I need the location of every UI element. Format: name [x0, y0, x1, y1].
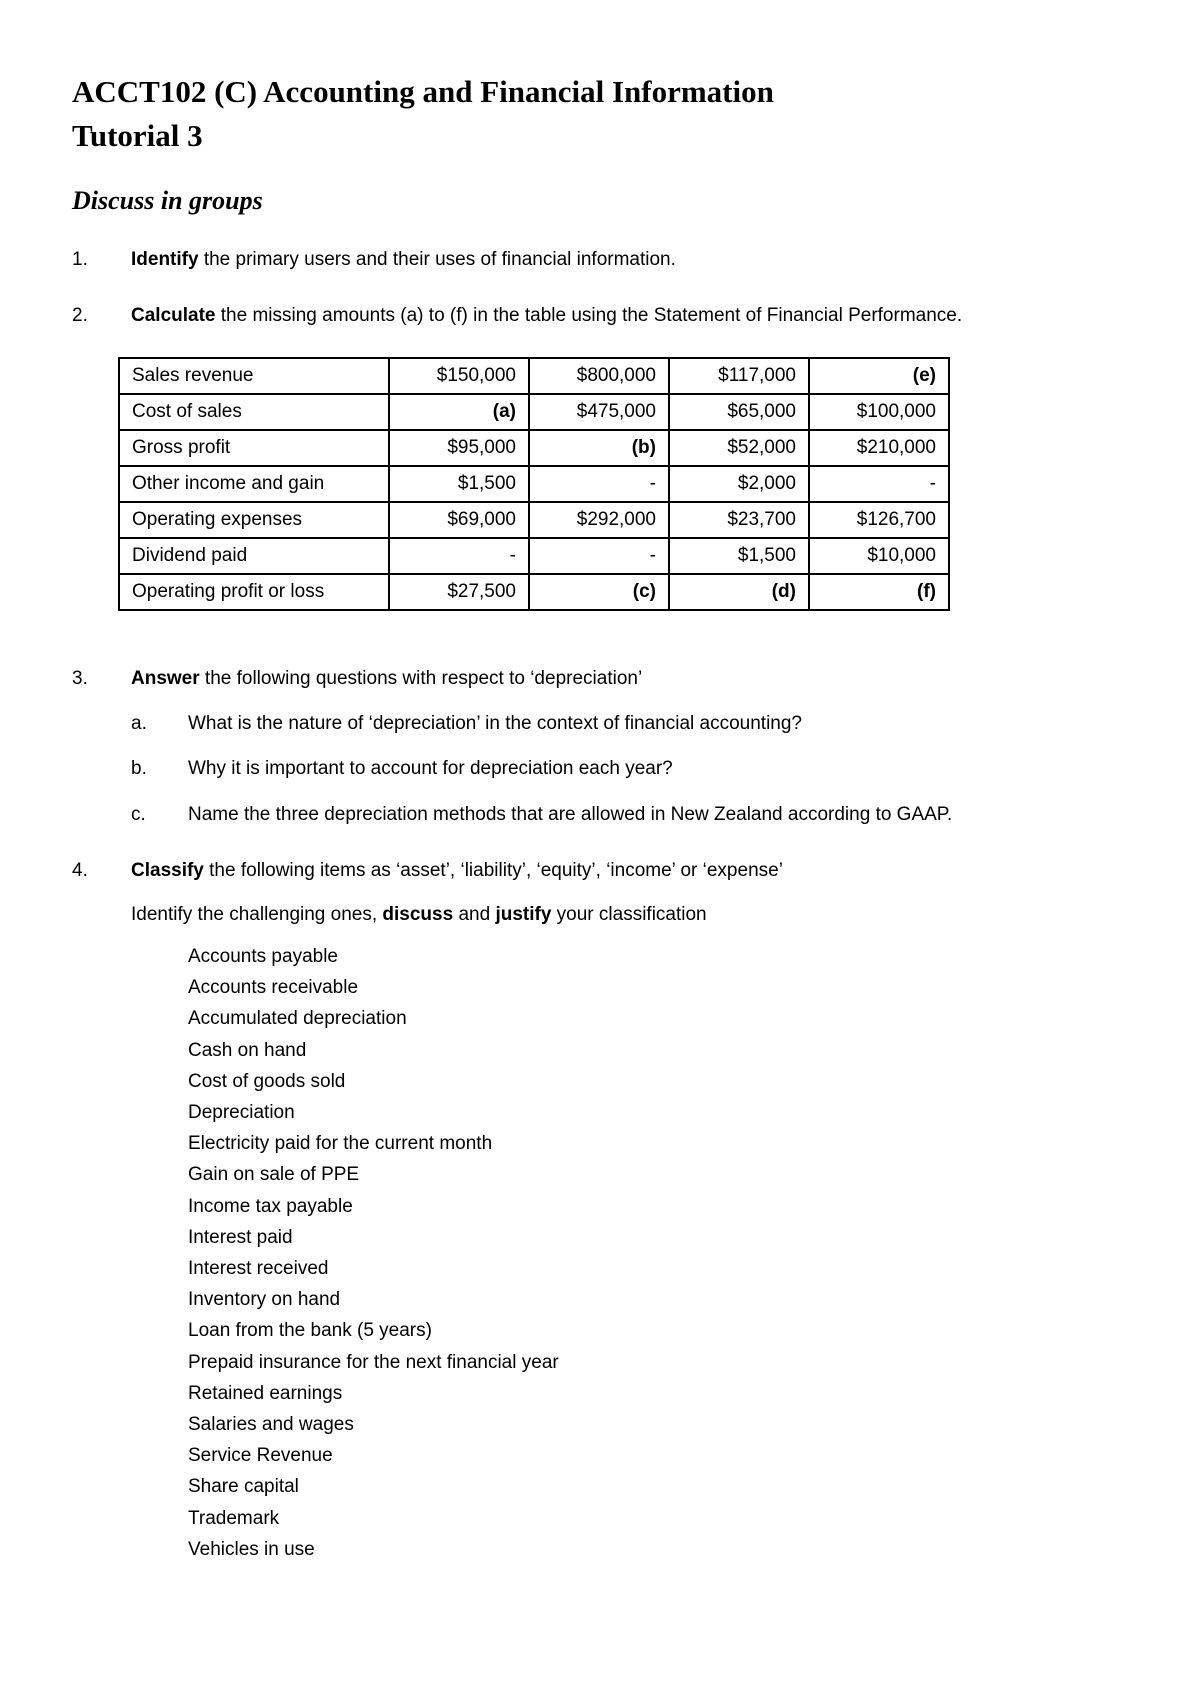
- list-item: Share capital: [188, 1476, 299, 1498]
- list-item: Interest paid: [188, 1226, 293, 1248]
- question-text: Calculate the missing amounts (a) to (f) in the table using the Statement of Financial Performance.: [131, 305, 963, 326]
- question-text: Identify the primary users and their uses of financial information.: [131, 249, 676, 270]
- list-item: Cash on hand: [188, 1039, 307, 1061]
- sub-question-text: What is the nature of ‘depreciation’ in the context of financial accounting?: [188, 713, 803, 734]
- list-item: Salaries and wages: [188, 1414, 354, 1436]
- list-item: Accounts payable: [188, 946, 338, 967]
- table-cell: $100,000: [809, 394, 949, 430]
- question-number: 4.: [72, 860, 88, 881]
- table-cell: $65,000: [669, 394, 809, 430]
- sub-question-text: Why it is important to account for depreciation each year?: [188, 758, 673, 779]
- financial-performance-table: [118, 357, 950, 611]
- table-cell: $23,700: [669, 502, 809, 538]
- table-cell: (c): [529, 574, 669, 610]
- list-item: Retained earnings: [188, 1382, 343, 1404]
- table-cell: $475,000: [529, 394, 669, 430]
- table-cell: $126,700: [809, 502, 949, 538]
- question-number: 3.: [72, 668, 88, 689]
- table-cell: $117,000: [669, 358, 809, 394]
- question-text: Classify the following items as ‘asset’, ‘liability’, ‘equity’, ‘income’ or ‘expense’: [131, 860, 783, 881]
- list-item: Trademark: [188, 1507, 280, 1529]
- list-item: Cost of goods sold: [188, 1070, 346, 1092]
- table-row: [119, 430, 949, 466]
- table-cell: $69,000: [389, 502, 529, 538]
- row-label: Sales revenue: [119, 358, 389, 394]
- table-cell: $95,000: [389, 430, 529, 466]
- table-cell: (d): [669, 574, 809, 610]
- list-item: Income tax payable: [188, 1195, 353, 1217]
- table-cell: $27,500: [389, 574, 529, 610]
- table-row: [119, 358, 949, 394]
- sub-question-text: Name the three depreciation methods that are allowed in New Zealand according to GAAP.: [188, 804, 953, 825]
- table-cell: $150,000: [389, 358, 529, 394]
- table-cell: $10,000: [809, 538, 949, 574]
- table-cell: $1,500: [669, 538, 809, 574]
- list-item: Vehicles in use: [188, 1538, 315, 1560]
- table-cell: -: [389, 538, 529, 574]
- table-cell: -: [809, 466, 949, 502]
- table-row: [119, 466, 949, 502]
- row-label: Operating profit or loss: [119, 574, 389, 610]
- list-item: Prepaid insurance for the next financial year: [188, 1351, 559, 1373]
- classification-items-list: [188, 941, 559, 1565]
- row-label: Operating expenses: [119, 502, 389, 538]
- question-number: 1.: [72, 249, 88, 270]
- table-cell: $52,000: [669, 430, 809, 466]
- table-cell: $2,000: [669, 466, 809, 502]
- table-row: [119, 538, 949, 574]
- question-number: 2.: [72, 305, 88, 326]
- instruction-text: Identify the challenging ones, discuss and justify your classification: [131, 904, 707, 925]
- list-item: Electricity paid for the current month: [188, 1133, 493, 1155]
- row-label: Cost of sales: [119, 394, 389, 430]
- table-row: [119, 502, 949, 538]
- row-label: Other income and gain: [119, 466, 389, 502]
- list-item: Service Revenue: [188, 1445, 333, 1467]
- table-cell: (b): [529, 430, 669, 466]
- list-item: Accounts receivable: [188, 977, 359, 999]
- list-item: Interest received: [188, 1258, 329, 1280]
- sub-question-letter: c.: [131, 804, 146, 825]
- list-item: Inventory on hand: [188, 1289, 341, 1311]
- list-item: Depreciation: [188, 1102, 295, 1124]
- sub-question-letter: a.: [131, 713, 147, 734]
- table-cell: $800,000: [529, 358, 669, 394]
- list-item: Accumulated depreciation: [188, 1008, 407, 1030]
- table-row: [119, 574, 949, 610]
- list-item: Loan from the bank (5 years): [188, 1320, 432, 1342]
- list-item: Gain on sale of PPE: [188, 1164, 360, 1186]
- table-cell: -: [529, 466, 669, 502]
- sub-question-letter: b.: [131, 758, 147, 779]
- table-cell: $210,000: [809, 430, 949, 466]
- table-cell: (f): [809, 574, 949, 610]
- table-cell: (e): [809, 358, 949, 394]
- tutorial-number: Tutorial 3: [72, 118, 203, 153]
- section-heading: Discuss in groups: [72, 186, 263, 215]
- table-cell: -: [529, 538, 669, 574]
- table-cell: $292,000: [529, 502, 669, 538]
- row-label: Gross profit: [119, 430, 389, 466]
- table-row: [119, 394, 949, 430]
- table-cell: (a): [389, 394, 529, 430]
- document-title: ACCT102 (C) Accounting and Financial Information: [72, 74, 774, 109]
- row-label: Dividend paid: [119, 538, 389, 574]
- question-text: Answer the following questions with respect to ‘depreciation’: [131, 668, 643, 689]
- table-cell: $1,500: [389, 466, 529, 502]
